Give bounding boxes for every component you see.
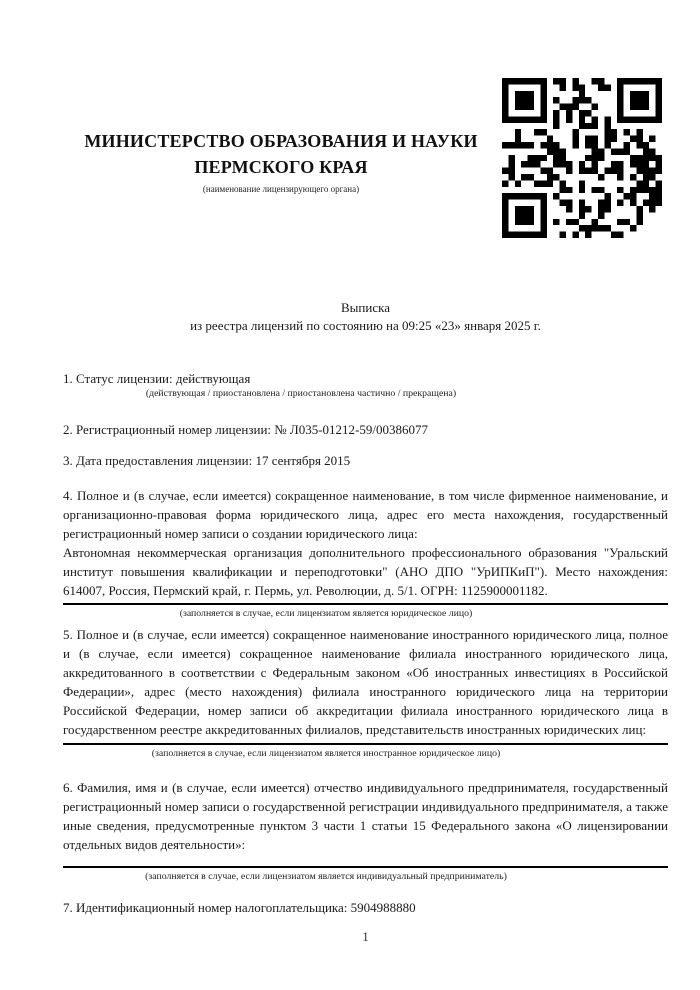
licensing-authority-caption: (наименование лицензирующего органа) [202,184,360,194]
individual-entrepreneur-text: 6. Фамилия, имя и (в случае, если имеется) отчество индивидуального предпринимателя, государственный регистрационный номер записи о государственной регистрации индивидуального предпринимателя, а также иные сведения, предусмотренные пунктом 3 части 1 статьи 15 Федерального закона «О лицензировании отдельных видов деятельности»: [63,780,668,852]
individual-entrepreneur-fill-line [63,866,668,868]
item-registration-number [63,420,668,439]
license-status-text: 1. Статус лицензии: действующая [63,371,251,386]
item-taxpayer-id [63,898,668,917]
taxpayer-id-text: 7. Идентификационный номер налогоплательщика: 5904988880 [63,900,416,915]
license-status-note: (действующая / приостановлена / приостановлена частично / прекращена) [145,388,457,399]
ministry-name-line2: ПЕРМСКОГО КРАЯ [194,157,368,177]
grant-date-text: 3. Дата предоставления лицензии: 17 сентября 2015 [63,453,351,468]
legal-entity-text: 4. Полное и (в случае, если имеется) сокращенное наименование, в том числе фирменное наименование, и организационно-правовая форма юридического лица, адрес его места нахождения, государственный регистрационный номер записи о создании юридического лица: [63,488,668,541]
legal-entity-fill-line [63,603,668,605]
item-license-status [63,370,668,400]
page-number: 1 [362,929,369,944]
registration-number-text: 2. Регистрационный номер лицензии: № Л035-01212-59/00386077 [63,422,429,437]
document-title-line1: Выписка [341,300,390,315]
legal-entity-note: (заполняется в случае, если лицензиатом является юридическое лицо) [179,608,473,619]
item-individual-entrepreneur [63,778,668,883]
licensing-authority-header [63,128,499,195]
foreign-entity-note: (заполняется в случае, если лицензиатом является иностранное юридическое лицо) [151,748,501,759]
document-title [63,299,668,335]
individual-entrepreneur-note: (заполняется в случае, если лицензиатом является индивидуальный предприниматель) [145,871,507,882]
item-foreign-entity [63,625,668,760]
legal-entity-value: Автономная некоммерческая организация дополнительного профессионального образования "Уральский институт повышения квалификации и переподготовки" (АНО ДПО "УрИПКиП"). Место нахождения: 614007, Россия, Пермский край, г. Пермь, ул. Революции, д. 5/1. ОГРН: 1125900001182. [63,545,668,598]
item-legal-entity [63,486,668,620]
qr-code-image [502,78,662,238]
foreign-entity-fill-line [63,743,668,745]
ministry-name-line1: МИНИСТЕРСТВО ОБРАЗОВАНИЯ И НАУКИ [84,131,478,151]
document-title-line2: из реестра лицензий по состоянию на 09:25 «23» января 2025 г. [190,318,541,333]
qr-code [502,78,662,238]
foreign-entity-text: 5. Полное и (в случае, если имеется) сокращенное наименование иностранного юридического лица, полное и (в случае, если имеется) сокращенное наименование филиала иностранного юридического лица, аккредитованного в соответствии с Федеральным законом «Об иностранных инвестициях в Российской Федерации», адрес (место нахождения) филиала иностранного юридического лица на территории Российской Федерации, номер записи об аккредитации филиала иностранного юридического лица в государственном реестре аккредитованных филиалов, представительств иностранных юридических лиц: [63,627,668,737]
item-grant-date [63,451,668,470]
